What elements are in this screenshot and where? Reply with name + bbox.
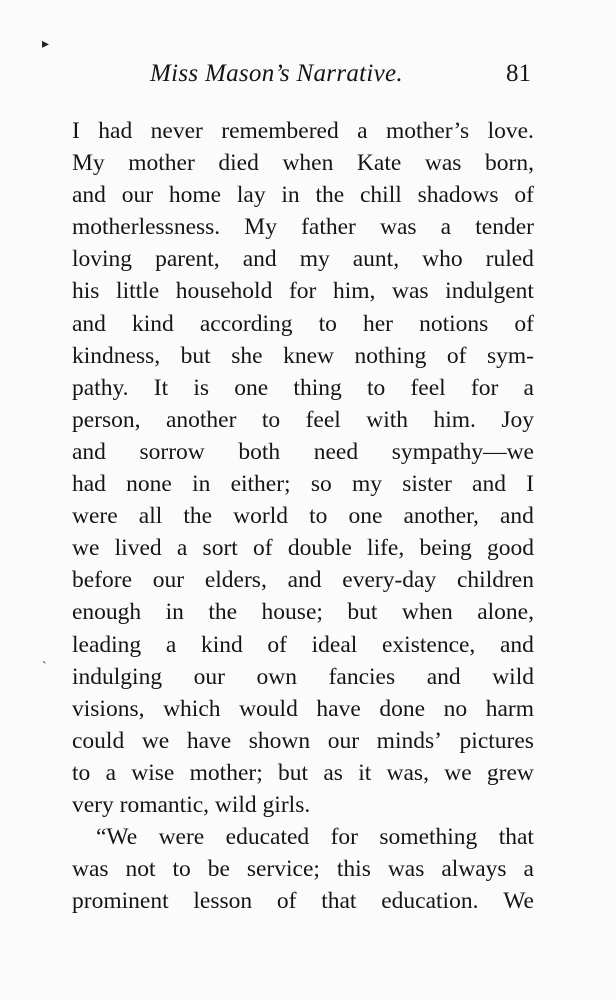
text-line: were all the world to one another, and: [72, 503, 534, 530]
text-line: had none in either; so my sister and I: [72, 471, 534, 498]
running-title: Miss Mason’s Narrative.: [150, 60, 403, 87]
text-line: before our elders, and every-day children: [72, 567, 534, 594]
text-line: was not to be service; this was always a: [72, 856, 534, 883]
text-line: “We were educated for something that: [96, 824, 534, 851]
body-text: [72, 115, 534, 917]
text-line: and sorrow both need sympathy—we: [72, 438, 534, 465]
text-line: visions, which would have done no harm: [72, 695, 534, 722]
text-line: motherlessness. My father was a tender: [72, 214, 534, 241]
page-number: 81: [506, 60, 531, 87]
stray-mark: `: [42, 660, 47, 675]
running-header: [0, 60, 616, 96]
stray-mark: ▸: [42, 37, 50, 52]
text-line: leading a kind of ideal existence, and: [72, 631, 534, 658]
text-line: indulging our own fancies and wild: [72, 663, 534, 690]
text-line: very romantic, wild girls.: [72, 791, 311, 818]
text-line: and our home lay in the chill shadows of: [72, 182, 534, 209]
text-line: enough in the house; but when alone,: [72, 599, 534, 626]
text-line: loving parent, and my aunt, who ruled: [72, 246, 534, 273]
text-line: and kind according to her notions of: [72, 310, 534, 337]
text-line: pathy. It is one thing to feel for a: [72, 374, 534, 401]
text-line: I had never remembered a mother’s love.: [72, 118, 534, 144]
text-line: My mother died when Kate was born,: [72, 150, 534, 177]
text-line: prominent lesson of that education. We: [72, 888, 534, 915]
text-line: kindness, but she knew nothing of sym-: [72, 342, 534, 369]
text-line: could we have shown our minds’ pictures: [72, 727, 534, 754]
text-line: his little household for him, was indulgent: [72, 278, 534, 305]
text-line: to a wise mother; but as it was, we grew: [72, 759, 534, 786]
text-line: person, another to feel with him. Joy: [72, 406, 534, 433]
text-line: we lived a sort of double life, being good: [72, 535, 534, 562]
